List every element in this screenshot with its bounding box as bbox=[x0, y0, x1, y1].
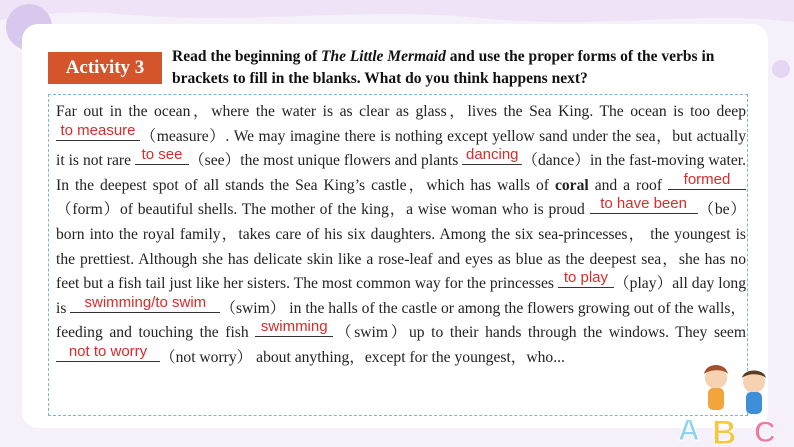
blank-5 bbox=[590, 195, 698, 214]
answer-6: to play bbox=[563, 269, 609, 287]
passage-segment: （swim）up to their hands through the windows. They seem bbox=[333, 324, 746, 342]
passage-segment: （be）born into the royal family，takes care of his six daughters. Among the six sea-princesses， the youngest is the prettiest. Although she has delicate skin like a rose-leaf and eyes as blue as the deepest sea，she has no feet but a fish tail just like her sisters. The most common way for the princesses bbox=[56, 201, 746, 293]
book-title: The Little Mermaid bbox=[321, 48, 446, 65]
instruction-part2: and use the proper forms of the verbs in brackets to fill in the blanks. What do you think happens next? bbox=[172, 48, 715, 87]
answer-2: to see bbox=[141, 146, 183, 164]
passage-segment: （form）of beautiful shells. The mother of the king，a wise woman who is proud bbox=[56, 201, 585, 219]
passage-segment: Far out in the ocean，where the water is as clear as glass，lives the Sea King. The ocean is too deep bbox=[56, 103, 746, 120]
letter-b: B bbox=[712, 414, 737, 447]
child-boy-icon bbox=[742, 371, 766, 415]
passage-segment: and a roof bbox=[594, 176, 663, 194]
passage-text bbox=[56, 100, 746, 371]
passage-segment: （see）the most unique flowers and plants bbox=[189, 152, 459, 170]
answer-5: to have been bbox=[600, 195, 687, 213]
passage-segment: （measure）. We may imagine there is nothing except yellow sand under the sea，but actually it is not rare bbox=[56, 127, 746, 170]
answer-8: swimming bbox=[260, 318, 328, 336]
blank-2 bbox=[135, 146, 189, 165]
child-girl-icon bbox=[704, 365, 728, 410]
letter-a: A bbox=[678, 414, 700, 447]
blank-8 bbox=[255, 318, 333, 337]
answer-1: to measure bbox=[60, 121, 136, 139]
instruction-text bbox=[172, 46, 742, 90]
passage-segment: （swim） in the halls of the castle or among the flowers growing out of the walls，feeding and touching the fish bbox=[56, 299, 746, 342]
blank-6 bbox=[558, 269, 614, 288]
blank-3 bbox=[462, 146, 522, 165]
answer-4: formed bbox=[683, 170, 731, 188]
bold-word: coral bbox=[554, 176, 589, 194]
activity-badge: Activity 3 bbox=[48, 52, 162, 84]
kids-abc-illustration bbox=[676, 360, 794, 447]
blank-1 bbox=[56, 121, 140, 141]
passage-segment: （not worry） about anything，except for the youngest，who... bbox=[160, 348, 565, 366]
blank-7 bbox=[70, 293, 220, 313]
decorative-dot bbox=[772, 60, 790, 78]
letter-c: C bbox=[754, 416, 776, 447]
answer-9: not to worry bbox=[68, 342, 148, 360]
passage-segment: （dance）in the fast-moving water. In the deepest spot of all stands the Sea King’s castle，which has walls of bbox=[56, 152, 746, 194]
answer-3: dancing bbox=[465, 146, 519, 164]
passage-segment: （play）all day long is bbox=[56, 275, 747, 317]
blank-4 bbox=[668, 170, 746, 190]
blank-9 bbox=[56, 342, 160, 362]
instruction-part1: Read the beginning of bbox=[172, 48, 321, 65]
answer-7: swimming/to swim bbox=[84, 293, 207, 311]
